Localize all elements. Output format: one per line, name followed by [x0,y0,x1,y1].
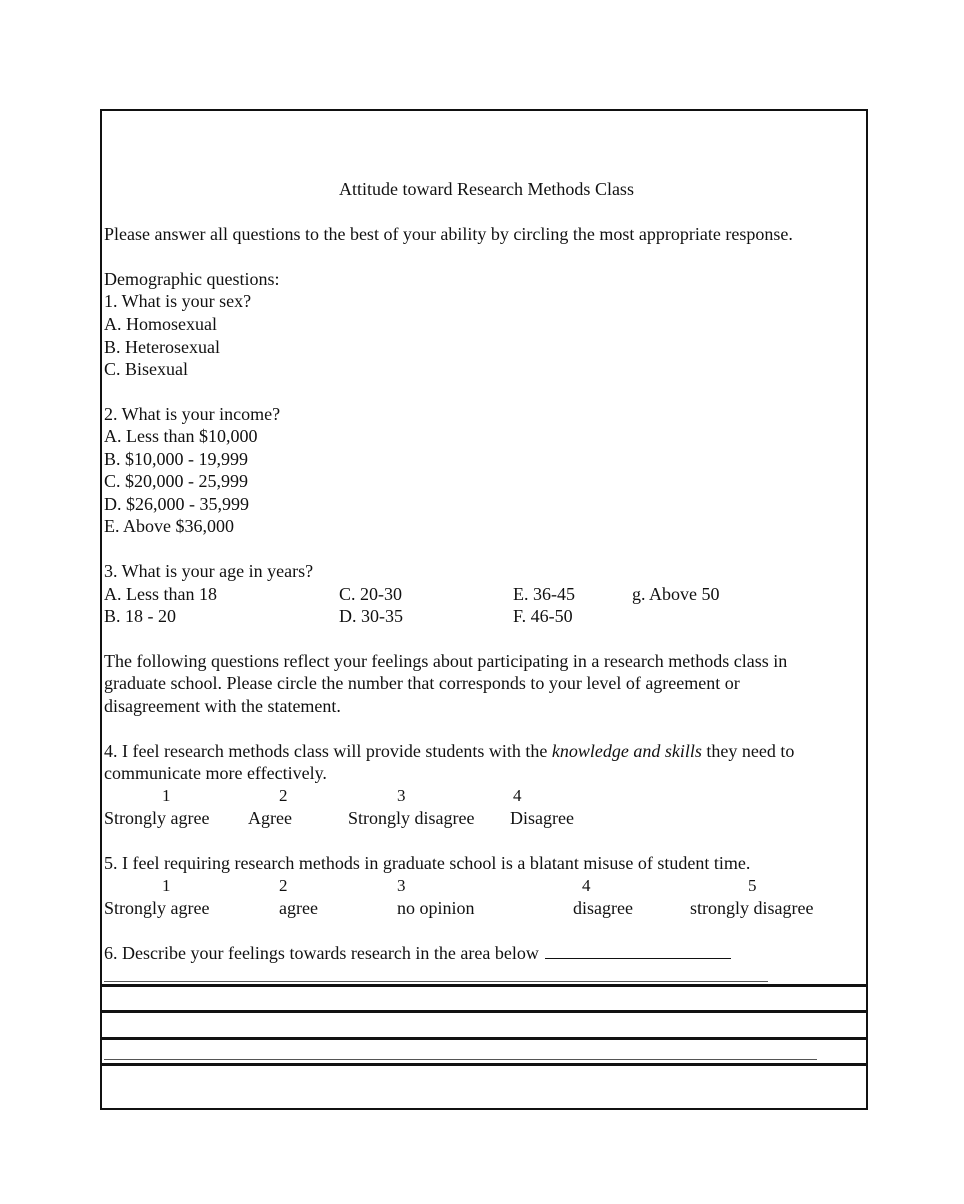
demographic-heading: Demographic questions: [104,269,280,289]
q3-option-g[interactable]: g. Above 50 [632,584,720,604]
q3-option-b[interactable]: B. 18 - 20 [104,606,176,626]
q5-scale-number-4[interactable]: 4 [582,876,591,895]
answer-line-3[interactable] [101,1037,868,1040]
q3-option-c[interactable]: C. 20-30 [339,584,402,604]
page-title: Attitude toward Research Methods Class [339,179,634,199]
answer-underline-2 [104,1059,817,1060]
q2-option-b[interactable]: B. $10,000 - 19,999 [104,449,248,469]
q5-question: 5. I feel requiring research methods in graduate school is a blatant misuse of student time. [104,853,751,873]
q2-option-a[interactable]: A. Less than $10,000 [104,426,258,446]
q5-scale-label-4: disagree [573,898,633,918]
q5-scale-number-3[interactable]: 3 [397,876,406,895]
intro-line-2: graduate school. Please circle the number that corresponds to your level of agreement or [104,673,740,693]
q2-option-e[interactable]: E. Above $36,000 [104,516,234,536]
q4-scale-number-4[interactable]: 4 [513,786,522,805]
q5-scale-label-1: Strongly agree [104,898,210,918]
q5-scale-label-2: agree [279,898,318,918]
q5-scale-number-1[interactable]: 1 [162,876,171,895]
intro-line-1: The following questions reflect your feelings about participating in a research methods class in [104,651,788,671]
q4-question [104,740,794,762]
q2-option-c[interactable]: C. $20,000 - 25,999 [104,471,248,491]
q4-scale-label-1: Strongly agree [104,808,210,828]
q6-text: 6. Describe your feelings towards research in the area below [104,943,539,963]
q5-scale-label-5: strongly disagree [690,898,814,918]
q4-scale-label-2: Agree [248,808,292,828]
q4-text-after: they need to [701,741,795,761]
q1-option-a[interactable]: A. Homosexual [104,314,217,334]
q1-question: 1. What is your sex? [104,291,252,311]
q4-scale-label-3: Strongly disagree [348,808,475,828]
answer-line-1[interactable] [101,984,868,987]
instructions: Please answer all questions to the best of your ability by circling the most appropriate response. [104,224,793,244]
q3-option-f[interactable]: F. 46-50 [513,606,573,626]
q5-scale-number-2[interactable]: 2 [279,876,288,895]
q6-question [104,942,731,964]
q5-scale-label-3: no opinion [397,898,475,918]
q1-option-c[interactable]: C. Bisexual [104,359,188,379]
q4-scale-number-1[interactable]: 1 [162,786,171,805]
q4-scale-label-4: Disagree [510,808,574,828]
q4-text-italic: knowledge and skills [551,741,702,761]
answer-underline-1 [104,981,768,982]
q3-option-a[interactable]: A. Less than 18 [104,584,217,604]
q1-option-b[interactable]: B. Heterosexual [104,337,220,357]
q2-question: 2. What is your income? [104,404,281,424]
q3-question: 3. What is your age in years? [104,561,314,581]
q4-scale-number-2[interactable]: 2 [279,786,288,805]
intro-line-3: disagreement with the statement. [104,696,341,716]
q6-blank[interactable] [545,942,731,959]
q4-scale-number-3[interactable]: 3 [397,786,406,805]
q3-option-e[interactable]: E. 36-45 [513,584,575,604]
answer-line-4[interactable] [101,1063,868,1066]
q4-question-line-2: communicate more effectively. [104,763,327,783]
q5-scale-number-5[interactable]: 5 [748,876,757,895]
q4-text-before: 4. I feel research methods class will provide students with the [104,741,552,761]
answer-line-2[interactable] [101,1010,868,1013]
q3-option-d[interactable]: D. 30-35 [339,606,403,626]
q2-option-d[interactable]: D. $26,000 - 35,999 [104,494,249,514]
